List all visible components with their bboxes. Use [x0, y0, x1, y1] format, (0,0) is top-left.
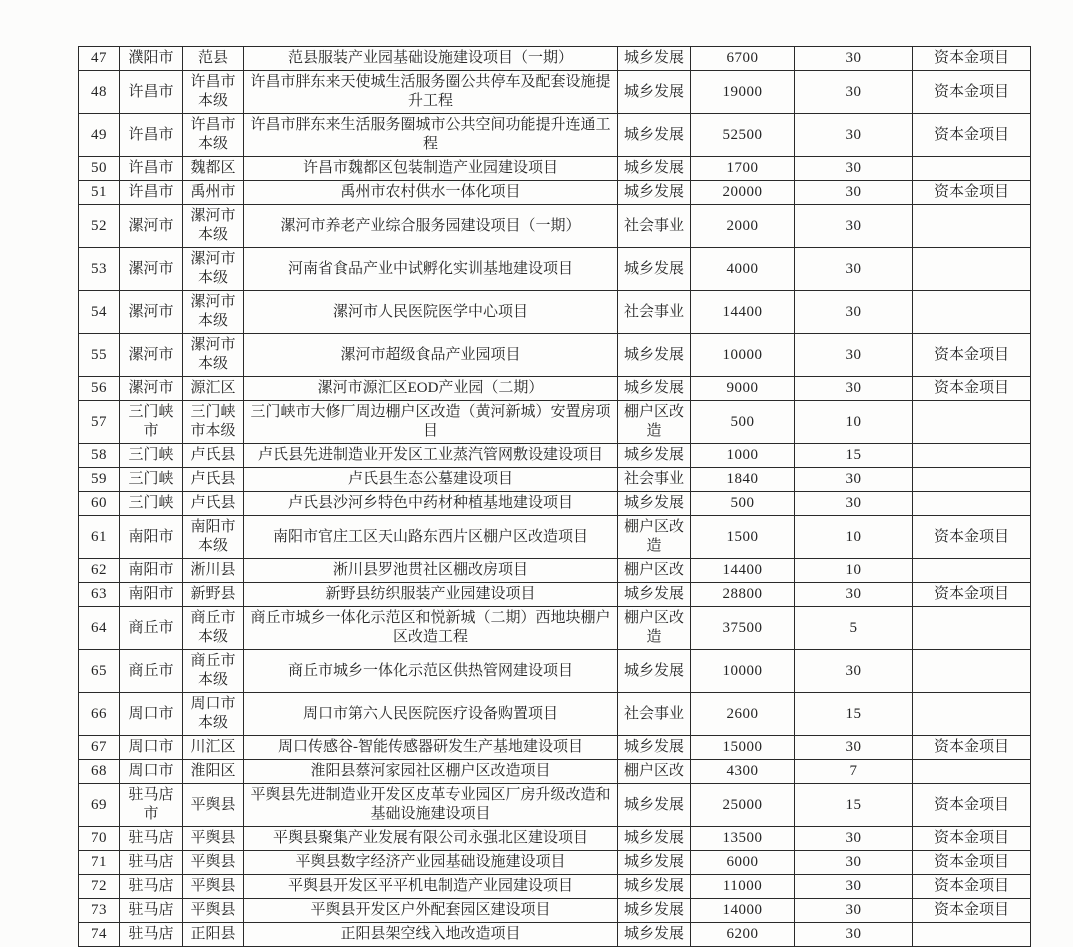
- cell-city: 漯河市: [120, 291, 183, 334]
- cell-county: 卢氏县: [183, 444, 244, 468]
- cell-ratio: 30: [795, 334, 913, 377]
- cell-project: 许昌市胖东来生活服务圈城市公共空间功能提升连通工程: [244, 114, 618, 157]
- cell-amount: 37500: [691, 607, 795, 650]
- cell-city: 许昌市: [120, 181, 183, 205]
- cell-city: 许昌市: [120, 71, 183, 114]
- cell-city: 周口市: [120, 760, 183, 784]
- cell-amount: 14400: [691, 291, 795, 334]
- cell-no: 57: [79, 401, 120, 444]
- cell-ratio: 5: [795, 607, 913, 650]
- cell-amount: 10000: [691, 650, 795, 693]
- cell-category: 城乡发展: [618, 248, 691, 291]
- table-row: [79, 693, 1031, 736]
- cell-ratio: 30: [795, 650, 913, 693]
- table-row: [79, 607, 1031, 650]
- cell-project: 商丘市城乡一体化示范区供热管网建设项目: [244, 650, 618, 693]
- cell-county: 禹州市: [183, 181, 244, 205]
- cell-city: 许昌市: [120, 114, 183, 157]
- cell-ratio: 30: [795, 468, 913, 492]
- cell-category: 城乡发展: [618, 851, 691, 875]
- cell-city: 漯河市: [120, 248, 183, 291]
- cell-project: 淅川县罗池贯社区棚改房项目: [244, 559, 618, 583]
- cell-note: [913, 291, 1031, 334]
- table-row: [79, 492, 1031, 516]
- table-row: [79, 248, 1031, 291]
- cell-county: 平舆县: [183, 875, 244, 899]
- cell-category: 社会事业: [618, 468, 691, 492]
- cell-county: 漯河市本级: [183, 334, 244, 377]
- cell-county: 新野县: [183, 583, 244, 607]
- cell-city: 南阳市: [120, 583, 183, 607]
- cell-amount: 13500: [691, 827, 795, 851]
- cell-county: 魏都区: [183, 157, 244, 181]
- cell-ratio: 15: [795, 693, 913, 736]
- table-row: [79, 334, 1031, 377]
- cell-note: 资本金项目: [913, 516, 1031, 559]
- cell-county: 平舆县: [183, 784, 244, 827]
- cell-amount: 28800: [691, 583, 795, 607]
- table-row: [79, 516, 1031, 559]
- cell-ratio: 30: [795, 205, 913, 248]
- cell-project: 卢氏县先进制造业开发区工业蒸汽管网敷设建设项目: [244, 444, 618, 468]
- cell-category: 社会事业: [618, 205, 691, 248]
- cell-category: 城乡发展: [618, 157, 691, 181]
- cell-ratio: 10: [795, 401, 913, 444]
- cell-note: 资本金项目: [913, 71, 1031, 114]
- cell-amount: 15000: [691, 736, 795, 760]
- cell-note: [913, 559, 1031, 583]
- cell-amount: 52500: [691, 114, 795, 157]
- cell-note: 资本金项目: [913, 334, 1031, 377]
- cell-project: 漯河市超级食品产业园项目: [244, 334, 618, 377]
- cell-category: 棚户区改造: [618, 516, 691, 559]
- cell-note: [913, 468, 1031, 492]
- cell-category: 城乡发展: [618, 47, 691, 71]
- cell-no: 48: [79, 71, 120, 114]
- cell-county: 淮阳区: [183, 760, 244, 784]
- cell-city: 驻马店: [120, 851, 183, 875]
- cell-project: 禹州市农村供水一体化项目: [244, 181, 618, 205]
- cell-category: 棚户区改造: [618, 401, 691, 444]
- cell-city: 三门峡: [120, 492, 183, 516]
- cell-category: 城乡发展: [618, 875, 691, 899]
- cell-ratio: 30: [795, 736, 913, 760]
- cell-project: 平舆县聚集产业发展有限公司永强北区建设项目: [244, 827, 618, 851]
- cell-amount: 4300: [691, 760, 795, 784]
- cell-amount: 6000: [691, 851, 795, 875]
- cell-no: 74: [79, 923, 120, 947]
- cell-city: 三门峡: [120, 444, 183, 468]
- cell-amount: 14000: [691, 899, 795, 923]
- cell-category: 城乡发展: [618, 71, 691, 114]
- cell-city: 周口市: [120, 693, 183, 736]
- table-row: [79, 760, 1031, 784]
- cell-note: 资本金项目: [913, 181, 1031, 205]
- cell-project: 许昌市胖东来天使城生活服务圈公共停车及配套设施提升工程: [244, 71, 618, 114]
- cell-category: 城乡发展: [618, 492, 691, 516]
- cell-note: [913, 607, 1031, 650]
- table-row: [79, 157, 1031, 181]
- cell-category: 城乡发展: [618, 899, 691, 923]
- cell-amount: 1700: [691, 157, 795, 181]
- cell-project: 平舆县开发区平平机电制造产业园建设项目: [244, 875, 618, 899]
- cell-category: 社会事业: [618, 291, 691, 334]
- cell-project: 平舆县开发区户外配套园区建设项目: [244, 899, 618, 923]
- table-row: [79, 114, 1031, 157]
- cell-county: 商丘市本级: [183, 650, 244, 693]
- cell-city: 商丘市: [120, 607, 183, 650]
- cell-category: 棚户区改: [618, 559, 691, 583]
- cell-note: 资本金项目: [913, 377, 1031, 401]
- cell-no: 60: [79, 492, 120, 516]
- cell-no: 71: [79, 851, 120, 875]
- cell-county: 三门峡市本级: [183, 401, 244, 444]
- cell-project: 南阳市官庄工区天山路东西片区棚户区改造项目: [244, 516, 618, 559]
- cell-amount: 10000: [691, 334, 795, 377]
- cell-no: 61: [79, 516, 120, 559]
- cell-county: 正阳县: [183, 923, 244, 947]
- cell-note: [913, 444, 1031, 468]
- cell-category: 城乡发展: [618, 784, 691, 827]
- cell-note: [913, 248, 1031, 291]
- cell-project: 漯河市人民医院医学中心项目: [244, 291, 618, 334]
- cell-no: 72: [79, 875, 120, 899]
- cell-category: 城乡发展: [618, 334, 691, 377]
- cell-note: 资本金项目: [913, 736, 1031, 760]
- cell-project: 三门峡市大修厂周边棚户区改造（黄河新城）安置房项目: [244, 401, 618, 444]
- cell-ratio: 30: [795, 851, 913, 875]
- cell-ratio: 10: [795, 559, 913, 583]
- cell-project: 新野县纺织服装产业园建设项目: [244, 583, 618, 607]
- cell-county: 源汇区: [183, 377, 244, 401]
- table-row: [79, 650, 1031, 693]
- cell-amount: 2000: [691, 205, 795, 248]
- cell-category: 城乡发展: [618, 923, 691, 947]
- cell-project: 河南省食品产业中试孵化实训基地建设项目: [244, 248, 618, 291]
- cell-amount: 1840: [691, 468, 795, 492]
- cell-no: 68: [79, 760, 120, 784]
- cell-city: 驻马店: [120, 827, 183, 851]
- cell-county: 漯河市本级: [183, 291, 244, 334]
- cell-ratio: 30: [795, 47, 913, 71]
- cell-amount: 500: [691, 492, 795, 516]
- table-row: [79, 47, 1031, 71]
- cell-county: 平舆县: [183, 827, 244, 851]
- cell-category: 城乡发展: [618, 650, 691, 693]
- cell-city: 驻马店: [120, 899, 183, 923]
- cell-project: 漯河市养老产业综合服务园建设项目（一期）: [244, 205, 618, 248]
- cell-no: 62: [79, 559, 120, 583]
- cell-amount: 11000: [691, 875, 795, 899]
- cell-county: 许昌市本级: [183, 114, 244, 157]
- cell-no: 53: [79, 248, 120, 291]
- cell-category: 棚户区改造: [618, 607, 691, 650]
- cell-category: 棚户区改: [618, 760, 691, 784]
- table-row: [79, 444, 1031, 468]
- cell-city: 三门峡市: [120, 401, 183, 444]
- cell-no: 65: [79, 650, 120, 693]
- cell-city: 漯河市: [120, 377, 183, 401]
- cell-city: 周口市: [120, 736, 183, 760]
- cell-project: 漯河市源汇区EOD产业园（二期）: [244, 377, 618, 401]
- cell-note: 资本金项目: [913, 114, 1031, 157]
- cell-county: 川汇区: [183, 736, 244, 760]
- cell-ratio: 30: [795, 827, 913, 851]
- cell-ratio: 30: [795, 377, 913, 401]
- cell-city: 驻马店: [120, 923, 183, 947]
- cell-no: 73: [79, 899, 120, 923]
- cell-city: 驻马店: [120, 875, 183, 899]
- cell-no: 66: [79, 693, 120, 736]
- table-row: [79, 468, 1031, 492]
- cell-amount: 4000: [691, 248, 795, 291]
- cell-ratio: 30: [795, 181, 913, 205]
- cell-category: 城乡发展: [618, 736, 691, 760]
- cell-note: [913, 157, 1031, 181]
- cell-no: 54: [79, 291, 120, 334]
- cell-category: 城乡发展: [618, 827, 691, 851]
- cell-note: [913, 401, 1031, 444]
- cell-ratio: 30: [795, 875, 913, 899]
- cell-county: 周口市本级: [183, 693, 244, 736]
- table-row: [79, 583, 1031, 607]
- cell-category: 城乡发展: [618, 181, 691, 205]
- cell-no: 51: [79, 181, 120, 205]
- cell-amount: 14400: [691, 559, 795, 583]
- cell-county: 商丘市本级: [183, 607, 244, 650]
- cell-county: 漯河市本级: [183, 205, 244, 248]
- cell-no: 64: [79, 607, 120, 650]
- cell-project: 淮阳县蔡河家园社区棚户区改造项目: [244, 760, 618, 784]
- cell-note: 资本金项目: [913, 851, 1031, 875]
- cell-amount: 500: [691, 401, 795, 444]
- project-funding-table: [78, 46, 1031, 947]
- table-row: [79, 923, 1031, 947]
- cell-ratio: 30: [795, 492, 913, 516]
- cell-amount: 20000: [691, 181, 795, 205]
- table-row: [79, 559, 1031, 583]
- cell-ratio: 7: [795, 760, 913, 784]
- cell-note: [913, 923, 1031, 947]
- cell-ratio: 30: [795, 899, 913, 923]
- cell-amount: 9000: [691, 377, 795, 401]
- cell-city: 商丘市: [120, 650, 183, 693]
- project-table-body: [79, 47, 1031, 947]
- cell-county: 淅川县: [183, 559, 244, 583]
- cell-county: 许昌市本级: [183, 71, 244, 114]
- cell-project: 平舆县先进制造业开发区皮革专业园区厂房升级改造和基础设施建设项目: [244, 784, 618, 827]
- cell-project: 周口市第六人民医院医疗设备购置项目: [244, 693, 618, 736]
- cell-note: 资本金项目: [913, 784, 1031, 827]
- cell-no: 47: [79, 47, 120, 71]
- cell-no: 67: [79, 736, 120, 760]
- table-row: [79, 899, 1031, 923]
- cell-ratio: 30: [795, 114, 913, 157]
- cell-category: 城乡发展: [618, 377, 691, 401]
- table-row: [79, 851, 1031, 875]
- table-row: [79, 401, 1031, 444]
- cell-ratio: 10: [795, 516, 913, 559]
- cell-county: 漯河市本级: [183, 248, 244, 291]
- cell-project: 卢氏县沙河乡特色中药材种植基地建设项目: [244, 492, 618, 516]
- cell-project: 正阳县架空线入地改造项目: [244, 923, 618, 947]
- cell-city: 三门峡: [120, 468, 183, 492]
- cell-ratio: 30: [795, 923, 913, 947]
- cell-amount: 25000: [691, 784, 795, 827]
- cell-note: 资本金项目: [913, 47, 1031, 71]
- cell-city: 南阳市: [120, 559, 183, 583]
- cell-city: 漯河市: [120, 334, 183, 377]
- table-row: [79, 181, 1031, 205]
- cell-amount: 19000: [691, 71, 795, 114]
- table-row: [79, 291, 1031, 334]
- cell-ratio: 30: [795, 291, 913, 334]
- cell-ratio: 30: [795, 248, 913, 291]
- cell-county: 卢氏县: [183, 492, 244, 516]
- cell-amount: 2600: [691, 693, 795, 736]
- cell-city: 许昌市: [120, 157, 183, 181]
- cell-category: 社会事业: [618, 693, 691, 736]
- cell-no: 58: [79, 444, 120, 468]
- cell-project: 许昌市魏都区包装制造产业园建设项目: [244, 157, 618, 181]
- cell-note: 资本金项目: [913, 827, 1031, 851]
- cell-note: 资本金项目: [913, 899, 1031, 923]
- cell-city: 漯河市: [120, 205, 183, 248]
- cell-project: 平舆县数字经济产业园基础设施建设项目: [244, 851, 618, 875]
- cell-no: 69: [79, 784, 120, 827]
- cell-category: 城乡发展: [618, 444, 691, 468]
- cell-amount: 6200: [691, 923, 795, 947]
- table-row: [79, 784, 1031, 827]
- cell-ratio: 30: [795, 71, 913, 114]
- cell-category: 城乡发展: [618, 583, 691, 607]
- cell-note: 资本金项目: [913, 583, 1031, 607]
- cell-no: 63: [79, 583, 120, 607]
- cell-county: 平舆县: [183, 899, 244, 923]
- cell-county: 卢氏县: [183, 468, 244, 492]
- cell-ratio: 15: [795, 444, 913, 468]
- cell-ratio: 30: [795, 583, 913, 607]
- cell-city: 驻马店市: [120, 784, 183, 827]
- cell-category: 城乡发展: [618, 114, 691, 157]
- cell-amount: 6700: [691, 47, 795, 71]
- cell-ratio: 15: [795, 784, 913, 827]
- cell-amount: 1000: [691, 444, 795, 468]
- cell-note: [913, 760, 1031, 784]
- cell-no: 59: [79, 468, 120, 492]
- cell-ratio: 30: [795, 157, 913, 181]
- table-row: [79, 875, 1031, 899]
- cell-county: 范县: [183, 47, 244, 71]
- cell-no: 55: [79, 334, 120, 377]
- table-row: [79, 205, 1031, 248]
- cell-county: 平舆县: [183, 851, 244, 875]
- cell-note: [913, 693, 1031, 736]
- cell-note: [913, 205, 1031, 248]
- cell-county: 南阳市本级: [183, 516, 244, 559]
- cell-note: [913, 650, 1031, 693]
- cell-project: 范县服装产业园基础设施建设项目（一期）: [244, 47, 618, 71]
- cell-no: 56: [79, 377, 120, 401]
- cell-note: 资本金项目: [913, 875, 1031, 899]
- cell-amount: 1500: [691, 516, 795, 559]
- cell-city: 南阳市: [120, 516, 183, 559]
- cell-no: 70: [79, 827, 120, 851]
- cell-project: 商丘市城乡一体化示范区和悦新城（二期）西地块棚户区改造工程: [244, 607, 618, 650]
- cell-project: 周口传感谷-智能传感器研发生产基地建设项目: [244, 736, 618, 760]
- table-row: [79, 736, 1031, 760]
- table-row: [79, 827, 1031, 851]
- cell-no: 49: [79, 114, 120, 157]
- cell-no: 52: [79, 205, 120, 248]
- table-row: [79, 377, 1031, 401]
- cell-city: 濮阳市: [120, 47, 183, 71]
- cell-project: 卢氏县生态公墓建设项目: [244, 468, 618, 492]
- cell-note: [913, 492, 1031, 516]
- cell-no: 50: [79, 157, 120, 181]
- table-row: [79, 71, 1031, 114]
